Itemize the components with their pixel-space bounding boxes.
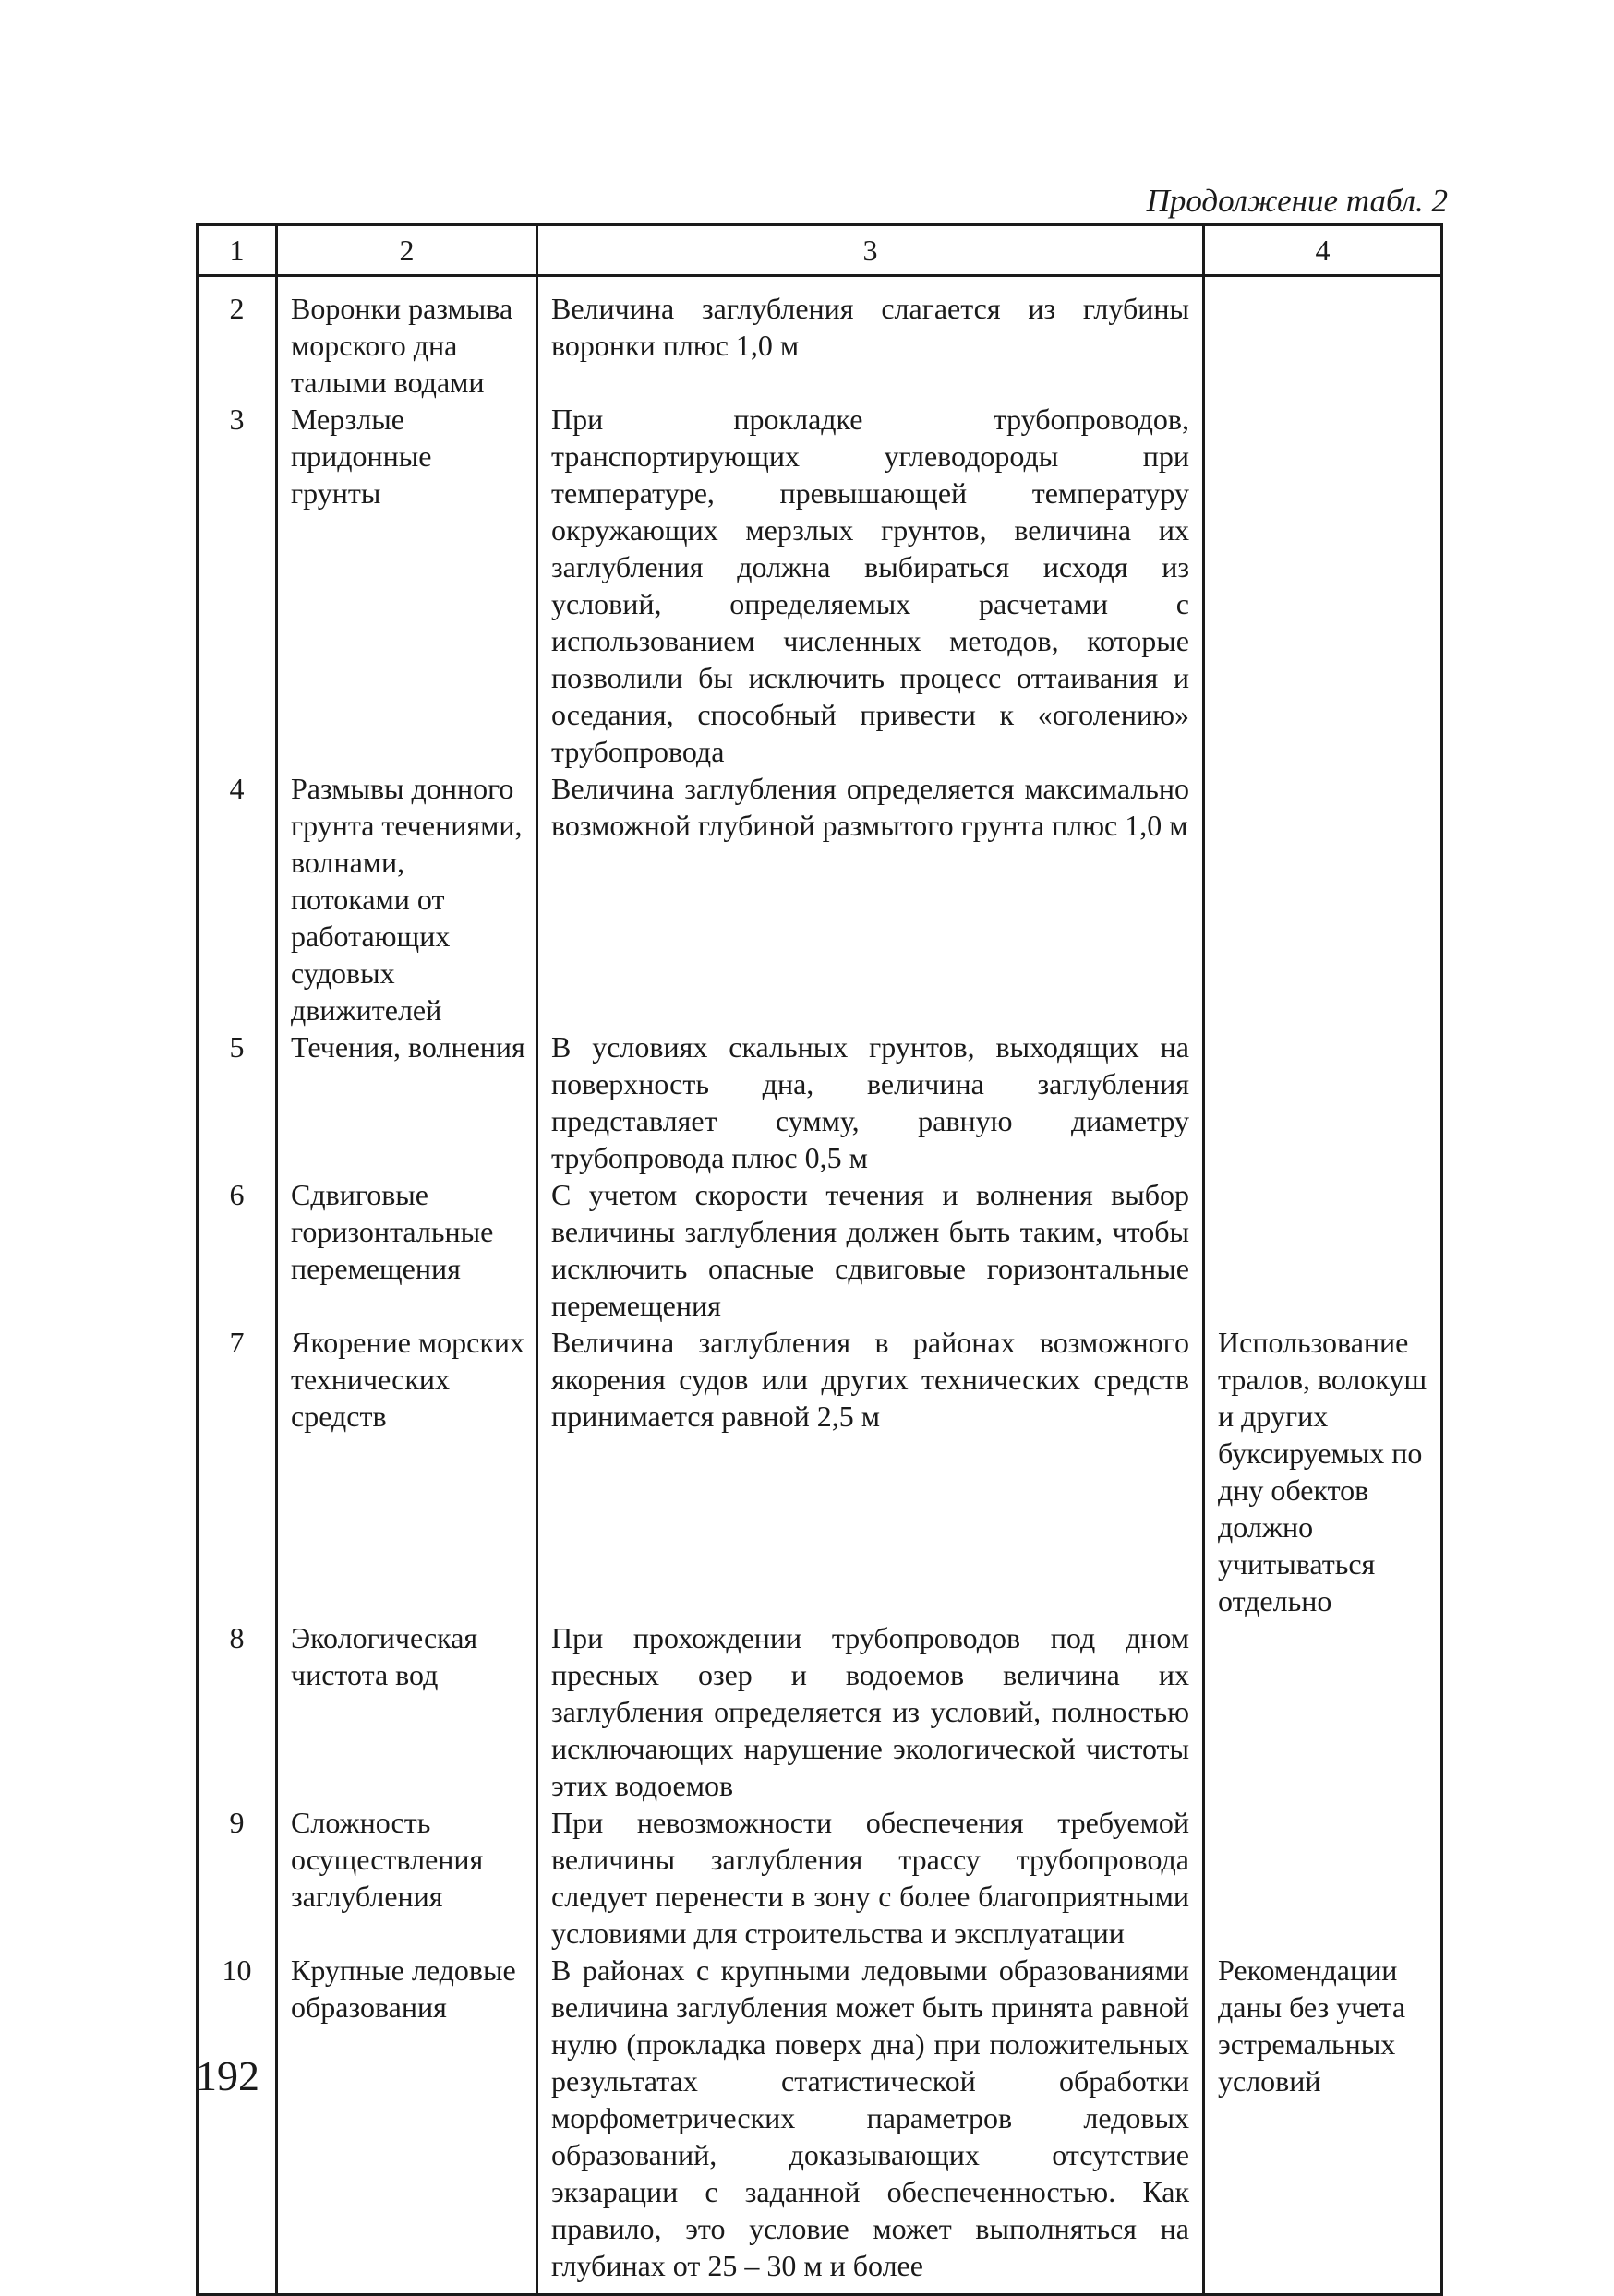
factor-cell: Якорение морских технических средств (277, 1324, 537, 1619)
row-number: 8 (198, 1619, 277, 1804)
table-row (198, 1619, 1442, 1804)
column-header: 2 (277, 225, 537, 276)
row-number: 6 (198, 1176, 277, 1324)
row-number: 4 (198, 770, 277, 1028)
note-cell (1204, 770, 1442, 1028)
factor-cell: Сдвиговые горизонтальные перемещения (277, 1176, 537, 1324)
requirement-cell: При прокладке трубопроводов, транспортирующих углеводороды при температуре, превышающей температуру окружающих мерзлых грунтов, величина их заглубления должна выбираться исходя из условий, определяемых расчетами с использованием численных методов, которые позволили бы исключить процесс оттаивания и оседания, способный привести к «оголению» трубопровода (537, 401, 1204, 770)
note-cell: Рекомендации даны без учета эстремальных условий (1204, 1952, 1442, 2295)
requirement-cell: В условиях скальных грунтов, выходящих на поверхность дна, величина заглубления представляет сумму, равную диаметру трубопровода плюс 0,5 м (537, 1028, 1204, 1176)
page-number: 192 (196, 2052, 259, 2099)
table-header-row (198, 225, 1442, 276)
table-continuation-caption: Продолжение табл. 2 (1146, 183, 1448, 219)
row-number: 5 (198, 1028, 277, 1176)
table-row (198, 1804, 1442, 1952)
factor-cell: Размывы донного грунта течениями, волнами, потоками от работающих судовых движителей (277, 770, 537, 1028)
note-cell (1204, 1804, 1442, 1952)
row-number: 7 (198, 1324, 277, 1619)
factor-cell: Экологическая чистота вод (277, 1619, 537, 1804)
requirement-cell: С учетом скорости течения и волнения выбор величины заглубления должен быть таким, чтобы исключить опасные сдвиговые горизонтальные перемещения (537, 1176, 1204, 1324)
factor-cell: Крупные ледовые образования (277, 1952, 537, 2295)
table-row (198, 1176, 1442, 1324)
table-row (198, 1028, 1442, 1176)
note-cell (1204, 401, 1442, 770)
requirement-cell: Величина заглубления в районах возможного якорения судов или других технических средств принимается равной 2,5 м (537, 1324, 1204, 1619)
table-row (198, 1324, 1442, 1619)
note-cell (1204, 276, 1442, 402)
factor-cell: Сложность осуществления заглубления (277, 1804, 537, 1952)
note-cell (1204, 1176, 1442, 1324)
requirement-cell: При прохождении трубопроводов под дном пресных озер и водоемов величина их заглубления определяется из условий, полностью исключающих нарушение экологической чистоты этих водоемов (537, 1619, 1204, 1804)
requirement-cell: В районах с крупными ледовыми образованиями величина заглубления может быть принята равной нулю (прокладка поверх дна) при положительных результатах статистической обработки морфометрических параметров ледовых образований, доказывающих отсутствие экзарации с заданной обеспеченностью. Как правило, это условие может выполняться на глубинах от 25 – 30 м и более (537, 1952, 1204, 2295)
table-header (198, 225, 1442, 276)
table-row (198, 276, 1442, 402)
row-number: 10 (198, 1952, 277, 2295)
factor-cell: Воронки размыва морского дна талыми водами (277, 276, 537, 402)
table-row (198, 401, 1442, 770)
note-cell (1204, 1028, 1442, 1176)
row-number: 2 (198, 276, 277, 402)
requirement-cell: Величина заглубления определяется максимально возможной глубиной размытого грунта плюс 1,0 м (537, 770, 1204, 1028)
column-header: 4 (1204, 225, 1442, 276)
column-header: 3 (537, 225, 1204, 276)
row-number: 3 (198, 401, 277, 770)
row-number: 9 (198, 1804, 277, 1952)
table-body (198, 276, 1442, 2295)
factor-cell: Течения, волнения (277, 1028, 537, 1176)
table-row (198, 770, 1442, 1028)
data-table (196, 223, 1443, 2296)
column-header: 1 (198, 225, 277, 276)
factor-cell: Мерзлые придонные грунты (277, 401, 537, 770)
requirement-cell: Величина заглубления слагается из глубины воронки плюс 1,0 м (537, 276, 1204, 402)
note-cell: Использование тралов, волокуш и других буксируемых по дну обектов должно учитываться отдельно (1204, 1324, 1442, 1619)
requirement-cell: При невозможности обеспечения требуемой величины заглубления трассу трубопровода следует перенести в зону с более благоприятными условиями для строительства и эксплуатации (537, 1804, 1204, 1952)
note-cell (1204, 1619, 1442, 1804)
table-row (198, 1952, 1442, 2295)
